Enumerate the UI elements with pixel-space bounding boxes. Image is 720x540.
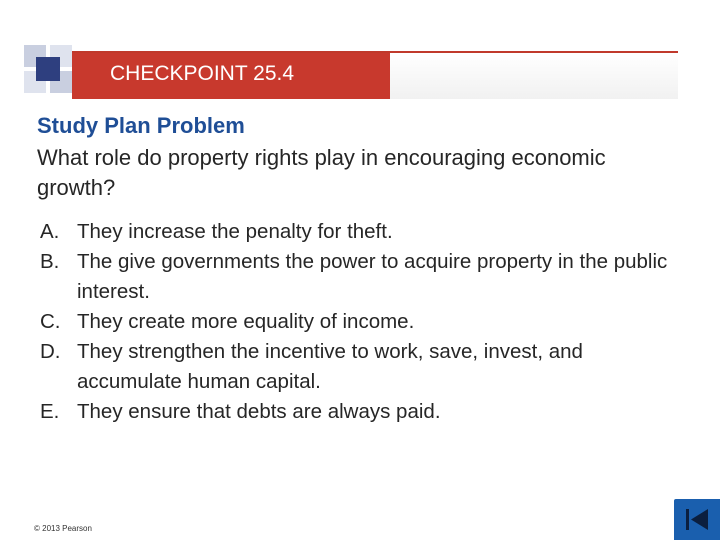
- option-letter: D.: [40, 340, 61, 363]
- logo-center-square: [36, 57, 60, 81]
- logo-squares-icon: [24, 45, 72, 93]
- header-gradient-band: [390, 53, 678, 99]
- slide-title: CHECKPOINT 25.4: [110, 62, 295, 85]
- option-text: They create more equality of income.: [77, 310, 415, 333]
- option-text: They strengthen the incentive to work, save, invest, and accumulate human capital.: [77, 340, 583, 393]
- answer-option: [40, 337, 680, 397]
- section-subtitle: Study Plan Problem: [37, 113, 245, 138]
- option-text: They increase the penalty for theft.: [77, 220, 393, 243]
- skip-to-start-icon: [674, 499, 720, 540]
- option-letter: A.: [40, 220, 60, 243]
- answer-option: [40, 247, 680, 307]
- skip-to-start-button[interactable]: [674, 499, 720, 540]
- question-text: What role do property rights play in encouraging economic growth?: [37, 145, 606, 200]
- answer-option: [40, 307, 680, 337]
- option-letter: B.: [40, 250, 60, 273]
- option-text: They ensure that debts are always paid.: [77, 400, 441, 423]
- option-letter: C.: [40, 310, 61, 333]
- answer-option: [40, 397, 680, 427]
- option-letter: E.: [40, 400, 60, 423]
- copyright-notice: © 2013 Pearson: [34, 524, 92, 533]
- answer-option: [40, 217, 680, 247]
- answer-options-list: [40, 217, 680, 427]
- option-text: The give governments the power to acquire property in the public interest.: [77, 250, 668, 303]
